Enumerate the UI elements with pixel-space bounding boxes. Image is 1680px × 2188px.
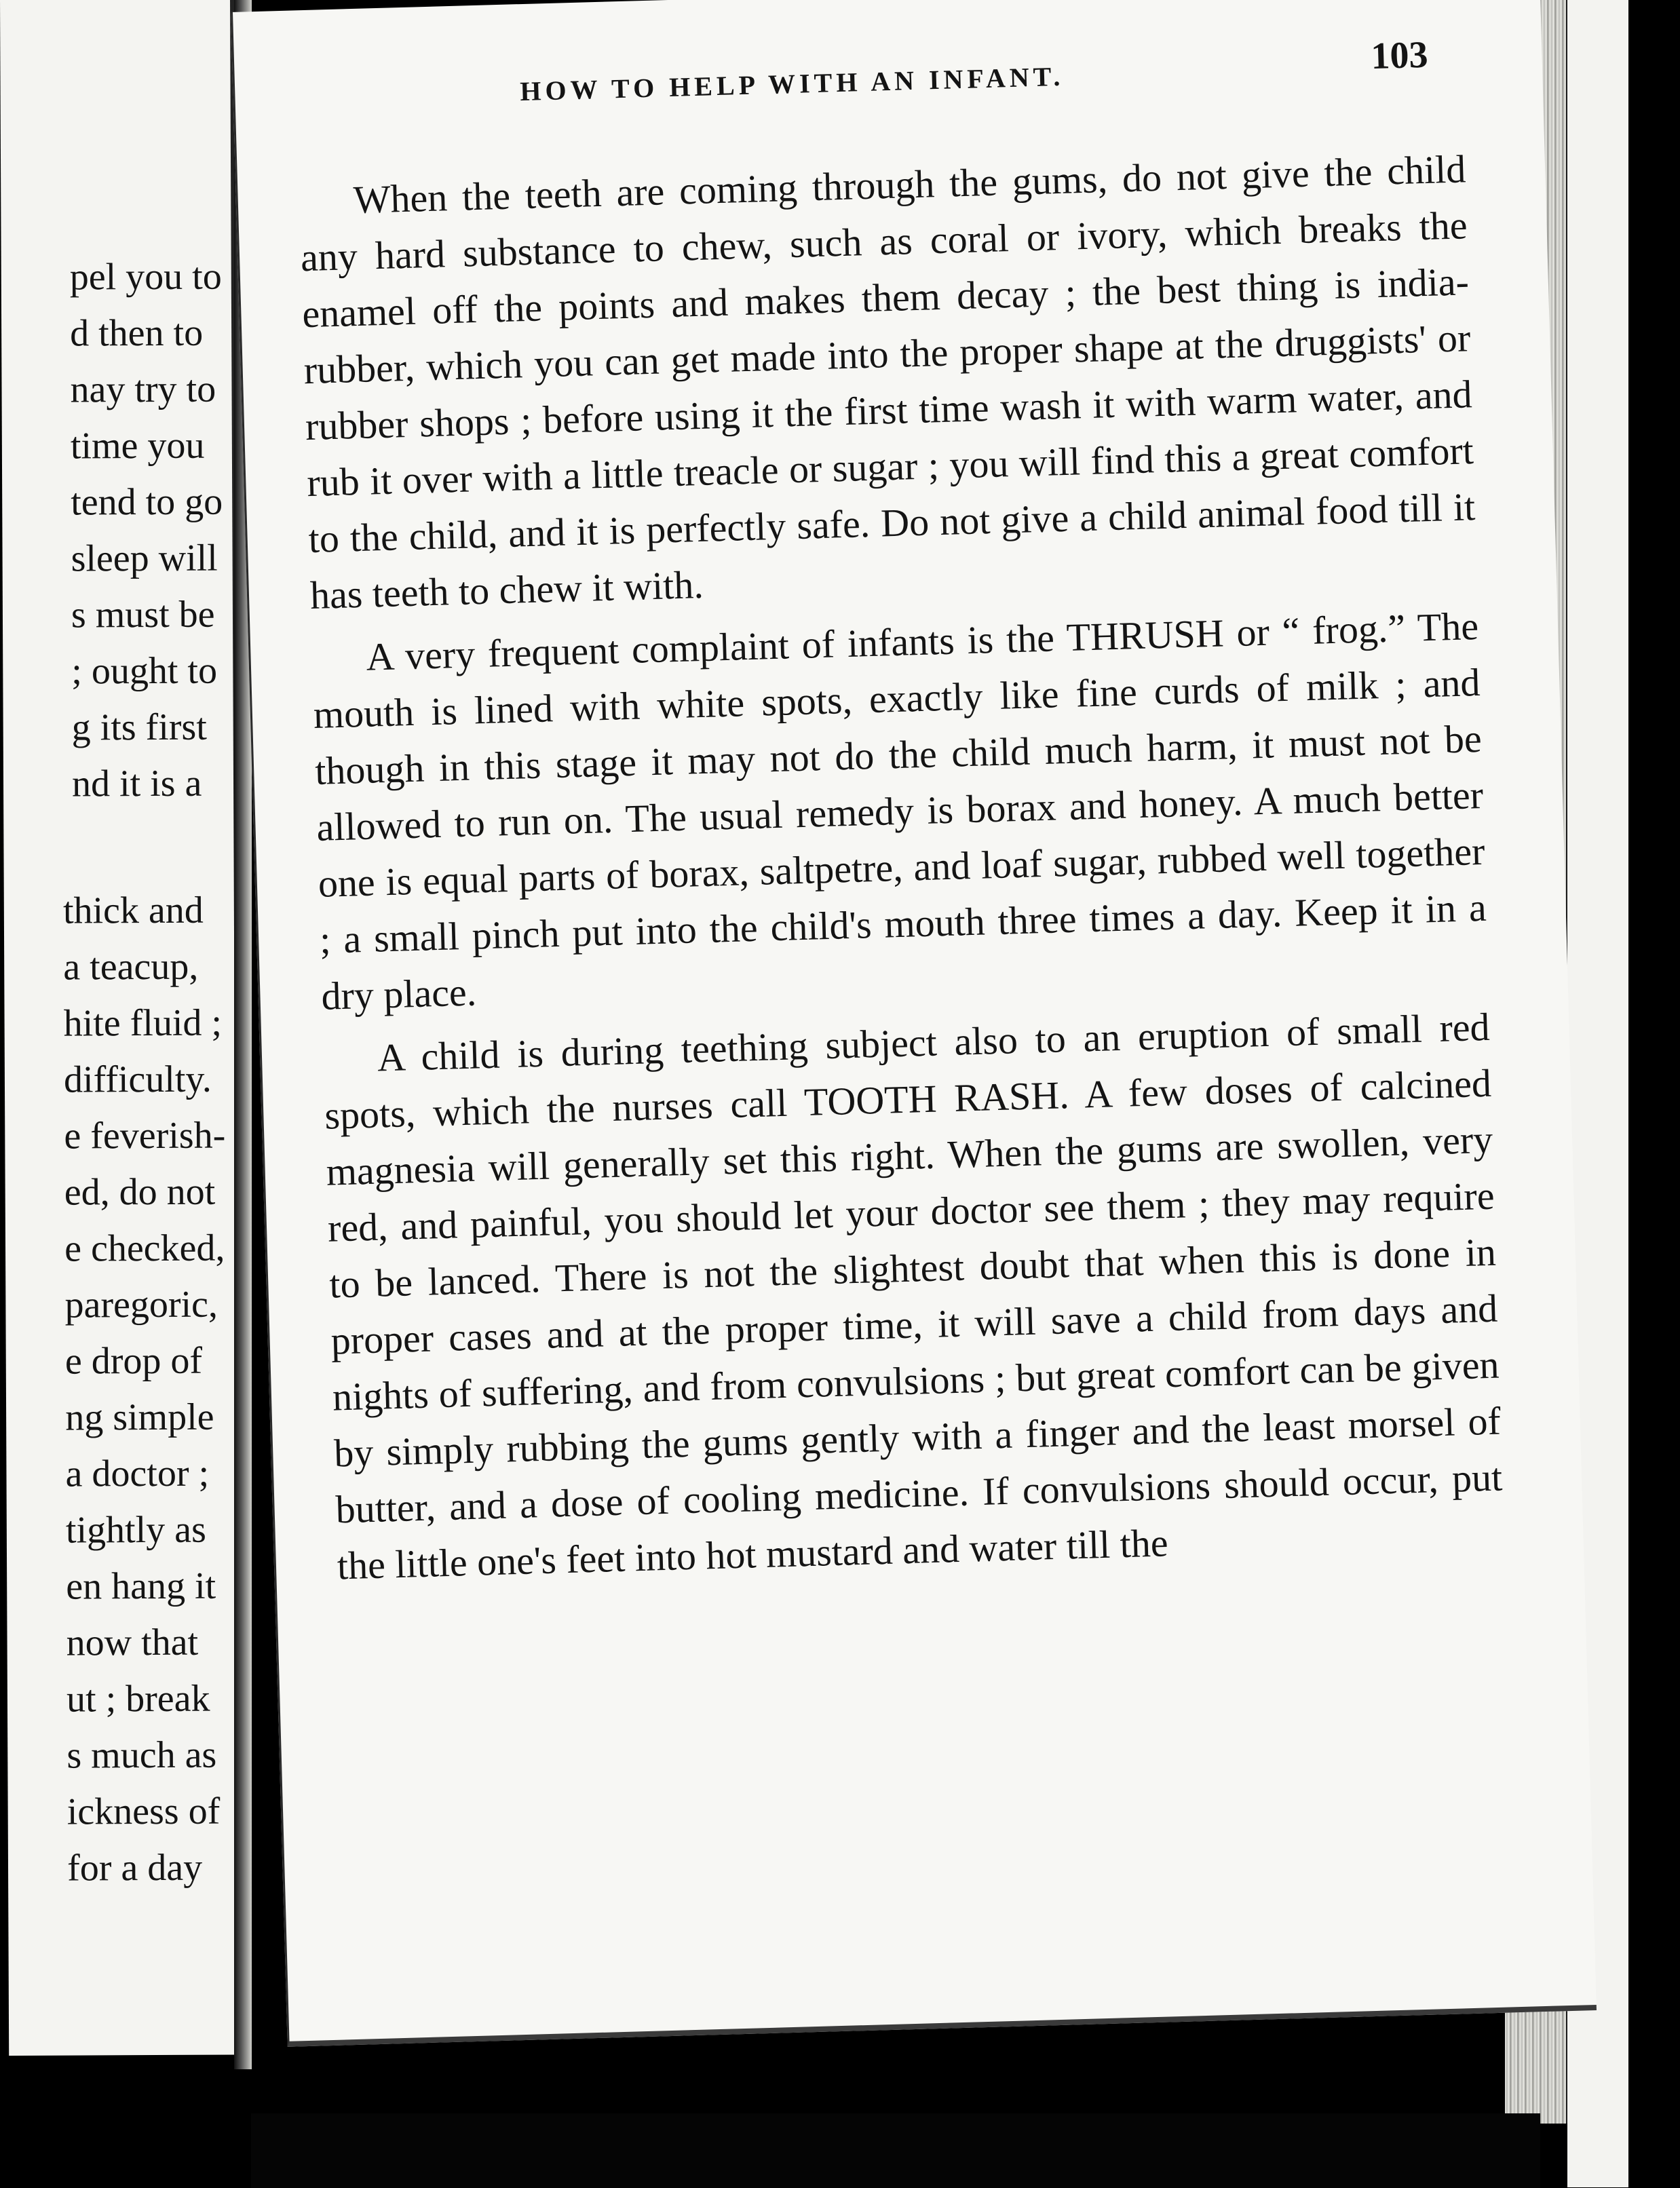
facing-page-line: d then to (70, 311, 204, 355)
page-number: 103 (1370, 33, 1429, 78)
facing-page-line: e checked, (64, 1227, 225, 1270)
facing-page-line: tightly as (65, 1508, 206, 1552)
facing-page-line: pel you to (69, 255, 222, 299)
facing-page-line: paregoric, (64, 1283, 218, 1326)
paragraph: A very frequent complaint of infants is the THRUSH or “ frog.” The mouth is lined with white spots, exactly like fine curds of milk ; and though in this stage it may not do the child much harm, it must not be allowed to run on. The usual remedy is borax and honey. A much better one is equal parts of borax, saltpetre, and loaf sugar, rubbed well together ; a small pinch put into the child's mouth three times a day. Keep it in a dry place. (313, 604, 1487, 1018)
facing-page-line: time you (70, 424, 205, 467)
facing-page-line: ; ought to (71, 649, 218, 693)
facing-page-line: a doctor ; (65, 1452, 210, 1495)
paragraph: When the teeth are coming through the gums, do not give the child any hard substance to chew, such as coral or ivory, which breaks the enamel off the points and makes them decay ; the best thing is india-rubber, which you can get made into the proper shape at the druggists' or rubber shops ; before using it the first time wash it with warm water, and rub it over with a little treacle or sugar ; you will find this a great comfort to the child, and it is perfectly safe. Do not give a child animal food till it has teeth to chew it with. (300, 147, 1476, 618)
facing-page-line: en hang it (66, 1565, 216, 1608)
facing-page-fragment-1 (70, 249, 225, 813)
facing-page-line: tend to go (71, 480, 223, 524)
facing-page-line: hite fluid ; (63, 1001, 223, 1045)
facing-page-line: ut ; break (66, 1677, 210, 1721)
facing-page-line: sleep will (71, 537, 218, 580)
facing-page-fragment-2 (63, 883, 229, 1897)
facing-page-line: s much as (66, 1733, 217, 1777)
scan-bottom-border (251, 2113, 1540, 2188)
facing-page-line: ng simple (65, 1396, 214, 1439)
facing-page-line: e feverish- (64, 1114, 226, 1157)
facing-page-line: e drop of (64, 1339, 203, 1383)
facing-page-line: thick and (62, 889, 204, 932)
book-page (231, 0, 1597, 2047)
facing-page-line: now that (66, 1621, 199, 1664)
facing-page-line: for a day (67, 1846, 203, 1889)
facing-page-line: g its first (71, 706, 207, 749)
facing-page-line: ed, do not (64, 1170, 216, 1214)
facing-page-line: a teacup, (63, 945, 199, 989)
running-head: HOW TO HELP WITH AN INFANT. (519, 60, 1065, 107)
facing-page-line: nd it is a (71, 762, 202, 805)
facing-page (0, 0, 243, 2056)
page-body (299, 140, 1505, 1600)
facing-page-line: nay try to (70, 368, 216, 411)
facing-page-line: ickness of (66, 1790, 221, 1833)
facing-page-line: s must be (71, 593, 215, 636)
paragraph: A child is during teething subject also to an eruption of small red spots, which the nurses call TOOTH RASH. A few doses of calcined magnesia will generally set this right. When the gums are swollen, very red, and painful, you should let your doctor see them ; they may require to be lanced. There is not the slightest doubt that when this is done in proper cases and at the proper time, it will save a child from days and nights of suffering, and from convulsions ; but great comfort can be given by simply rubbing the gums gently with a finger and the least morsel of butter, and a dose of cooling medicine. If convulsions should occur, put the little one's feet into hot mustard and water till the (324, 1004, 1503, 1588)
facing-page-line: difficulty. (63, 1058, 212, 1101)
